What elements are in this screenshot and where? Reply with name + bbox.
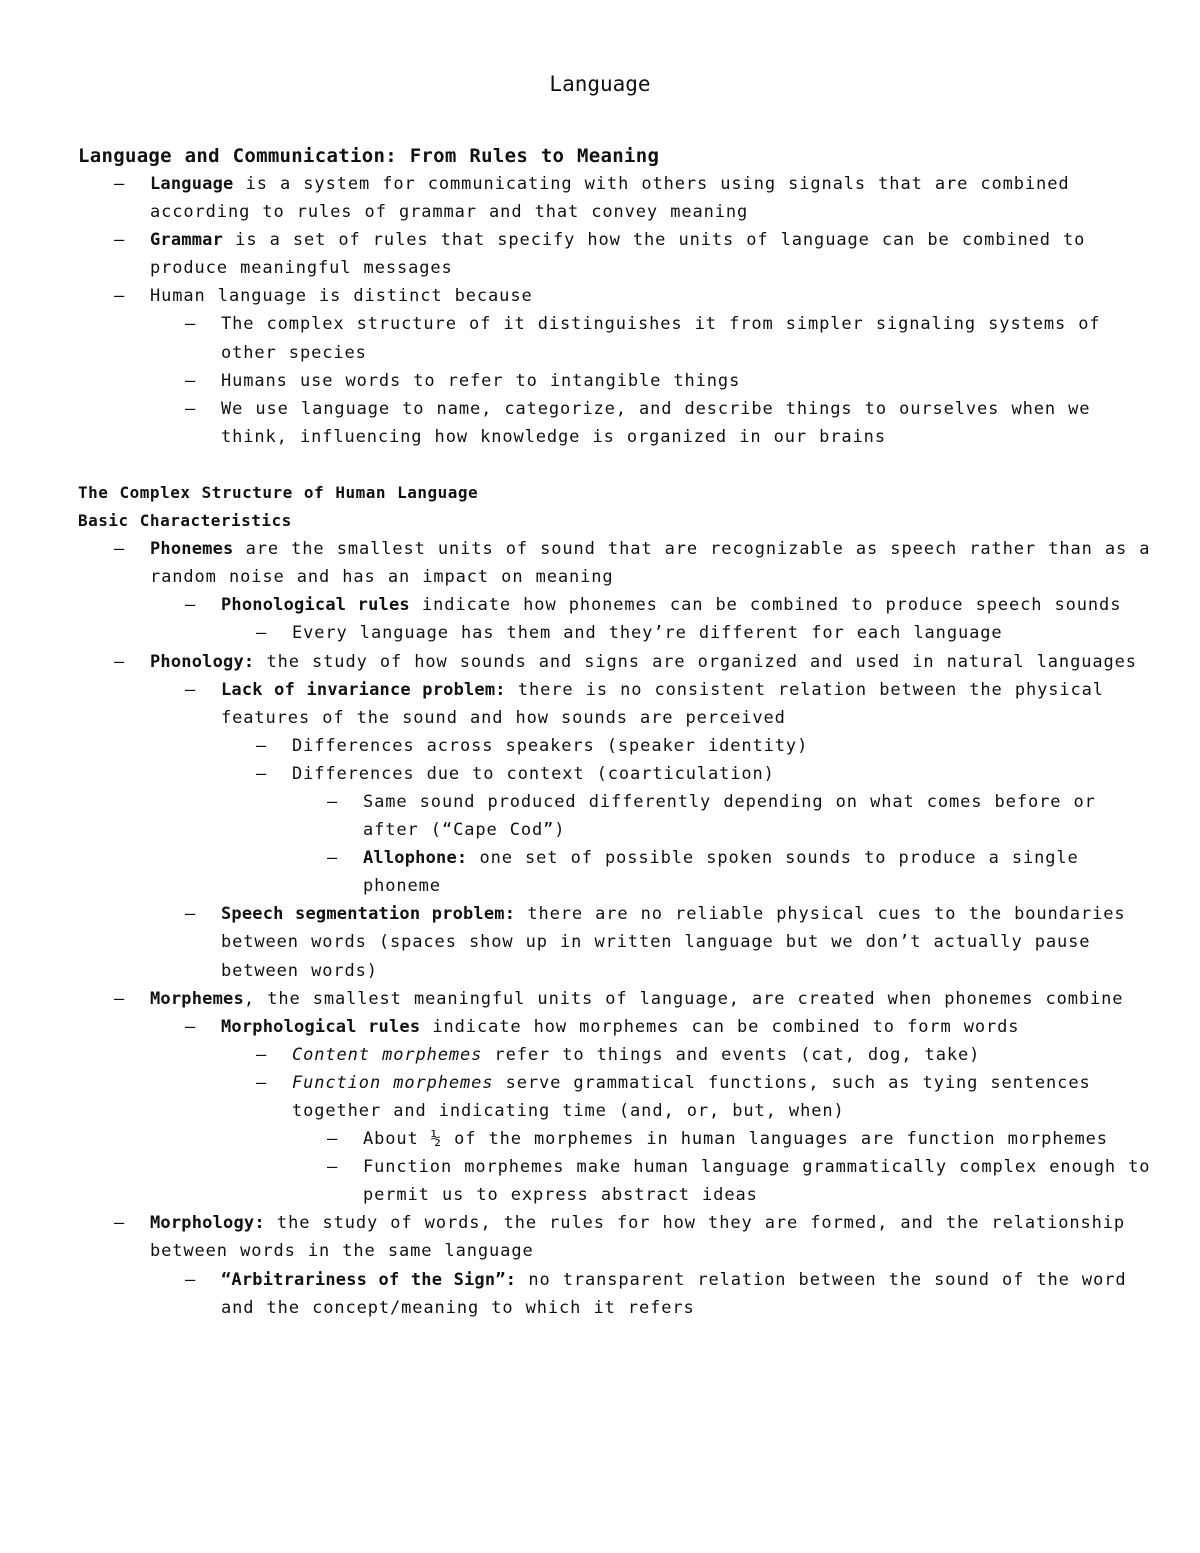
term-phonology: Phonology: xyxy=(150,651,255,672)
definition-phonological-rules: indicate how phonemes can be combined to produce speech sounds xyxy=(409,595,1122,616)
bullet-complex-structure: – The complex structure of it distinguishes it from simpler signaling systems of other species xyxy=(78,310,1153,366)
section-heading-structure: The Complex Structure of Human Language xyxy=(78,482,479,502)
bullet-speech-segmentation xyxy=(78,900,1153,984)
term-language: Language xyxy=(150,174,234,194)
page-title: Language xyxy=(549,72,651,96)
term-content-morphemes: Content morphemes xyxy=(292,1044,483,1065)
definition-grammar: is a set of rules that specify how the units of language can be combined to produce meaningful messages xyxy=(150,230,1086,279)
bullet-same-sound: – Same sound produced differently depending on what comes before or after (“Cape Cod”) xyxy=(78,788,1153,844)
definition-content-morphemes: refer to things and events (cat, dog, take) xyxy=(482,1044,981,1065)
subheading-basic: Basic Characteristics xyxy=(78,511,292,531)
term-morphemes: Morphemes xyxy=(150,988,244,1009)
bullet-distinct: – Human language is distinct because xyxy=(78,282,1153,310)
bullet-grammar xyxy=(78,226,1153,282)
bullet-intangible: – Humans use words to refer to intangible things xyxy=(78,367,1153,395)
bullet-morphemes xyxy=(78,985,1153,1013)
bullet-phonology xyxy=(78,648,1153,676)
bullet-lack-of-invariance xyxy=(78,676,1153,732)
definition-allophone: one set of possible spoken sounds to produce a single phoneme xyxy=(363,848,1079,897)
definition-language: is a system for communicating with others using signals that are combined according to rules of grammar and that convey meaning xyxy=(150,174,1070,223)
bullet-every-language: – Every language has them and they’re different for each language xyxy=(78,619,1153,647)
term-morphological-rules: Morphological rules xyxy=(221,1016,421,1037)
bullet-content-morphemes xyxy=(78,1041,1153,1069)
bullet-language xyxy=(78,170,1153,226)
definition-phonemes: are the smallest units of sound that are recognizable as speech rather than as a random noise and has an impact on meaning xyxy=(150,539,1151,588)
bullet-arbitrariness xyxy=(78,1266,1153,1322)
spacer xyxy=(78,451,1153,479)
term-phonological-rules: Phonological rules xyxy=(221,595,410,616)
term-morphology: Morphology: xyxy=(150,1213,265,1234)
notes-body xyxy=(78,142,1153,1322)
bullet-phonological-rules xyxy=(78,591,1153,619)
definition-arbitrariness: no transparent relation between the sound of the word and the concept/meaning to which it refers xyxy=(221,1269,1127,1318)
bullet-allophone xyxy=(78,844,1153,900)
bullet-categorize: – We use language to name, categorize, and describe things to ourselves when we think, influencing how knowledge is organized in our brains xyxy=(78,395,1153,451)
term-arbitrariness: “Arbitrariness of the Sign”: xyxy=(221,1269,517,1290)
section-heading-communication: Language and Communication: From Rules to Meaning xyxy=(78,145,660,167)
definition-function-morphemes: serve grammatical functions, such as tying sentences together and indicating time (and, or, but, when) xyxy=(292,1072,1091,1121)
bullet-morphological-rules xyxy=(78,1013,1153,1041)
term-allophone: Allophone: xyxy=(363,848,468,869)
bullet-abstract-ideas: – Function morphemes make human language grammatically complex enough to permit us to express abstract ideas xyxy=(78,1153,1153,1209)
bullet-half-function: – About ½ of the morphemes in human languages are function morphemes xyxy=(78,1125,1153,1153)
term-grammar: Grammar xyxy=(150,230,224,251)
bullet-speakers: – Differences across speakers (speaker identity) xyxy=(78,732,1153,760)
term-phonemes: Phonemes xyxy=(150,539,234,560)
bullet-morphology xyxy=(78,1209,1153,1265)
term-speech-segmentation: Speech segmentation problem: xyxy=(221,904,516,925)
definition-morphemes: , the smallest meaningful units of language, are created when phonemes combine xyxy=(243,988,1124,1009)
definition-morphology: the study of words, the rules for how they are formed, and the relationship between words in the same language xyxy=(150,1213,1126,1262)
bullet-phonemes xyxy=(78,535,1153,591)
definition-speech-segmentation: there are no reliable physical cues to the boundaries between words (spaces show up in written language but we don’t actually pause between words) xyxy=(221,904,1126,981)
term-function-morphemes: Function morphemes xyxy=(292,1072,494,1093)
definition-morphological-rules: indicate how morphemes can be combined to form words xyxy=(420,1016,1020,1037)
bullet-context: – Differences due to context (coarticulation) xyxy=(78,760,1153,788)
definition-lack-of-invariance: there is no consistent relation between the physical features of the sound and how sounds are perceived xyxy=(221,679,1104,728)
term-lack-of-invariance: Lack of invariance problem: xyxy=(221,679,506,700)
definition-phonology: the study of how sounds and signs are organized and used in natural languages xyxy=(254,651,1137,672)
bullet-function-morphemes xyxy=(78,1069,1153,1125)
